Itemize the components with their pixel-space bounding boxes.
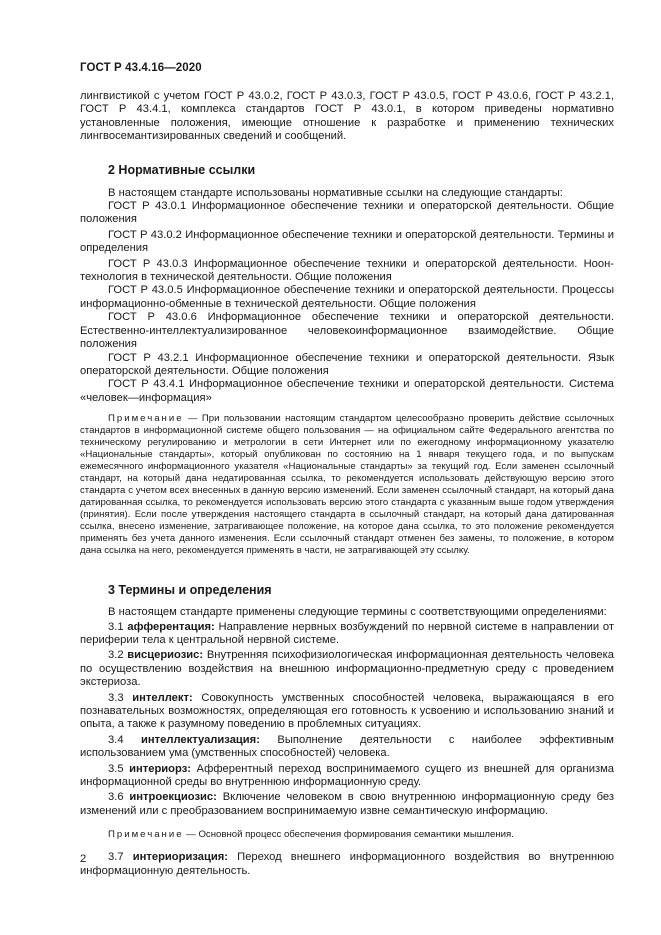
ref-item: ГОСТ Р 43.0.2 Информационное обеспечение техники и операторской деятельности. Термины и определения (80, 228, 614, 255)
term-name: интеллект: (132, 691, 193, 704)
term-definition: Совокупность умственных способностей человека, выражающаяся в его познавательных возможностях, определяющая его готовность к усвоению и использованию знаний и опыта, а также к разумному поведению в проблемных ситуациях. (80, 691, 614, 731)
term-definition: Внутренняя психофизиологическая информационная деятельность человека по осуществлению воздействия на внешнюю информационно-предметную среду с проведением экстериоза. (80, 649, 615, 689)
term-entry (80, 763, 614, 790)
term-entry (80, 621, 614, 648)
term-entry (80, 791, 614, 818)
ref-item: ГОСТ Р 43.0.1 Информационное обеспечение техники и операторской деятельности. Общие положения (80, 200, 614, 226)
page-number: 2 (80, 853, 87, 865)
section-3-lead: В настоящем стандарте применены следующие термины с соответствующими определениями: (108, 606, 607, 619)
note-text: — Основной процесс обеспечения формирования семантики мышления. (183, 829, 514, 841)
term-number: 3.2 (108, 649, 128, 662)
term-entry (80, 692, 614, 732)
note-text: — При пользовании настоящим стандартом целесообразно проверить действие ссылочных стандартов в информационной системе общего пользования — на официальном сайте Федерального агентства по техническому регулированию и метрологии в сети Интернет или по ежегодному информационному указателю «Национальные стандарты», который опубликован по состоянию на 1 января текущего года, и по выпускам ежемесячного информационного указателя «Национальные стандарты» за текущий год. Если заменен ссылочный стандарт, на который дана недатированная ссылка, то рекомендуется использовать действующую версию этого стандарта с учетом всех внесенных в данную версию изменений. Если заменен ссылочный стандарт, на который дана датированная ссылка, то рекомендуется использовать версию этого стандарта с указанным выше годом утверждения (принятия). Если после утверждения настоящего стандарта в ссылочный стандарт, на который дана датированная ссылка, внесено изменение, затрагивающее положение, на которое дана ссылка, то это положение рекомендуется применять без учета данного изменения. Если ссылочный стандарт отменен без замены, то положение, в котором дана ссылка на него, рекомендуется применять в части, не затрагивающей эту ссылку. (80, 413, 614, 557)
ref-item: ГОСТ Р 43.2.1 Информационное обеспечение техники и операторской деятельности. Язык операторской деятельности. Общие положения (80, 351, 614, 377)
ref-item: ГОСТ Р 43.0.5 Информационное обеспечение техники и операторской деятельности. Процессы информационно-обменные в технической деятельности. Общие положения (80, 284, 614, 310)
section-3-title: 3 Термины и определения (108, 583, 272, 598)
ref-item: ГОСТ Р 43.4.1 Информационное обеспечение техники и операторской деятельности. Система «человек—информация» (80, 378, 614, 404)
term-name: интеллектуализация: (141, 733, 260, 746)
term-definition: Афферентный переход воспринимаемого сущего из внешней для организма информационной среды во внутреннюю информационную среду. (80, 762, 615, 788)
page-content (80, 88, 614, 878)
section-2-lead: В настоящем стандарте использованы нормативные ссылки на следующие стандарты: (108, 186, 563, 199)
term-definition: Выполнение деятельности с наиболее эффективным использованием ума (умственных способностей) человека. (80, 733, 614, 760)
term-number: 3.7 (108, 851, 133, 864)
section-2-title: 2 Нормативные ссылки (108, 162, 256, 177)
term-entry (80, 734, 614, 761)
ref-item: ГОСТ Р 43.0.3 Информационное обеспечение техники и операторской деятельности. Ноон-технология в технической деятельности. Общие положения (80, 257, 614, 284)
term-number: 3.1 (108, 620, 128, 633)
term-name: интериоризация: (132, 851, 228, 864)
term-number: 3.5 (108, 762, 130, 775)
term-number: 3.4 (108, 733, 142, 746)
term-definition: Включение человеком в свою внутреннюю информационную среду без изменений или с преобразованием воспринимаемую извне семантическую информацию. (80, 791, 614, 817)
note-label: Примечание (108, 413, 184, 425)
term-name: интериорз: (129, 762, 191, 775)
document-header: ГОСТ Р 43.4.16—2020 (80, 62, 202, 74)
term-definition: Направление нервных возбуждений по нервной системе в направлении от периферии тела к центральной нервной системе. (80, 620, 614, 646)
term-name: висцериозис: (127, 649, 204, 662)
term-name: интроекциозис: (129, 791, 217, 804)
note-term (80, 829, 614, 841)
ref-item: ГОСТ Р 43.0.6 Информационное обеспечение техники и операторской деятельности. Естественно-интеллектуализированное человекоинформационное взаимодействие. Общие положения (80, 311, 614, 351)
note-label: Примечание (108, 829, 184, 841)
term-entry (80, 851, 614, 878)
term-definition: Переход внешнего информационного воздействия во внутреннюю информационную деятельность. (80, 851, 614, 877)
note-references (80, 413, 614, 557)
term-number: 3.3 (108, 691, 133, 704)
term-number: 3.6 (108, 791, 130, 804)
term-name: афферентация: (127, 620, 215, 633)
intro-paragraph: лингвистикой с учетом ГОСТ Р 43.0.2, ГОСТ Р 43.0.3, ГОСТ Р 43.0.5, ГОСТ Р 43.0.6, ГОСТ Р 43.2.1, ГОСТ Р 43.4.1, комплекса стандартов ГОСТ Р 43.0.1, в котором приведены нормативно установленные положения, имеющие отношение к разработке и применению технических лингвосемантизированных сведений и сообщений. (80, 90, 614, 143)
term-entry (80, 649, 614, 689)
